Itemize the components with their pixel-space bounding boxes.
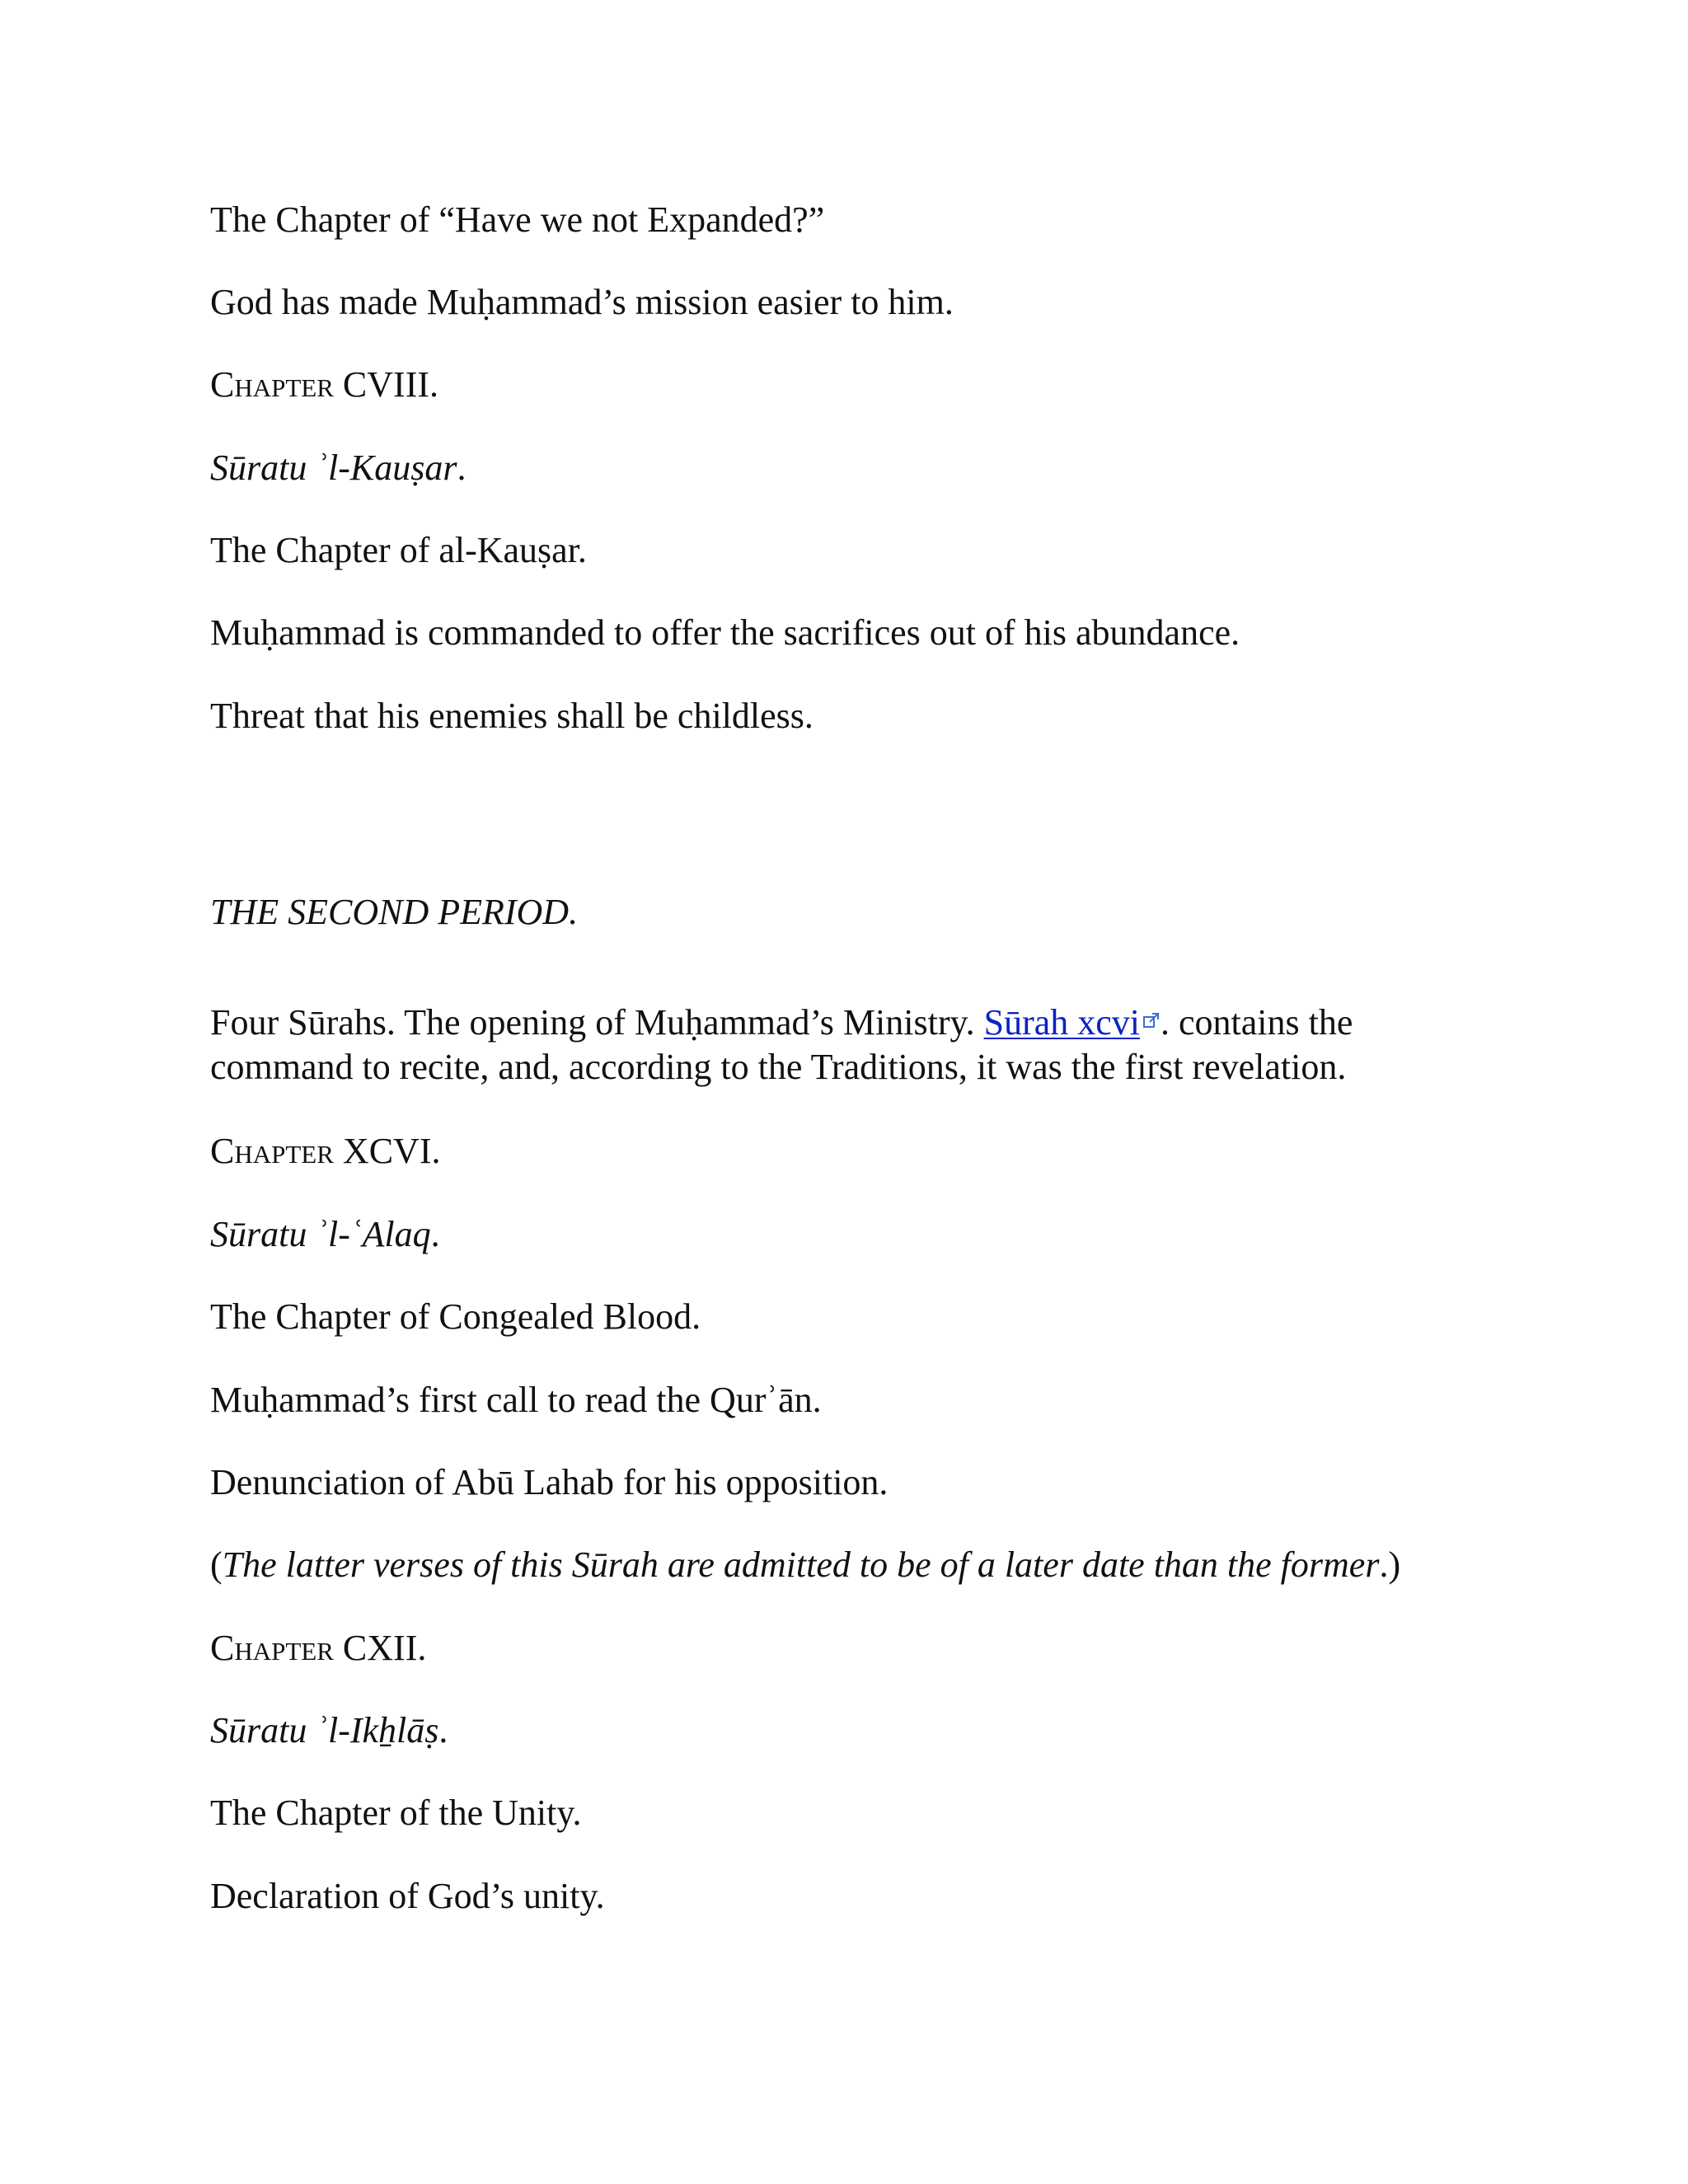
chapter-heading-cxii xyxy=(210,1626,426,1671)
chapter-heading-number: CXII. xyxy=(342,1628,427,1668)
chapter-title-unity: The Chapter of the Unity. xyxy=(210,1793,582,1833)
chapter-heading-prefix: Chapter xyxy=(210,1628,334,1668)
chapter-title-expanded: The Chapter of “Have we not Expanded?” xyxy=(210,199,825,240)
surah-name-period: . xyxy=(438,1710,448,1750)
surah-name-text: Sūratu ʾl-Kauṣar xyxy=(210,448,457,488)
chapter-heading-number: XCVI. xyxy=(342,1131,441,1171)
surah-name-alaq xyxy=(210,1212,440,1257)
summary-text: Declaration of God’s unity. xyxy=(210,1876,605,1916)
chapter-title-congealed-blood: The Chapter of Congealed Blood. xyxy=(210,1296,701,1337)
note-text: The latter verses of this Sūrah are admitted to be of a later date than the former xyxy=(222,1544,1380,1585)
external-link-icon[interactable] xyxy=(1142,1011,1160,1029)
surah-name-period: . xyxy=(457,448,467,488)
summary-text: Denunciation of Abū Lahab for his opposition. xyxy=(210,1462,889,1502)
chapter-heading-number: CVIII. xyxy=(342,364,439,405)
chapter-heading-cviii xyxy=(210,363,438,407)
chapter-heading-prefix: Chapter xyxy=(210,1131,334,1171)
summary-text: Muḥammad’s first call to read the Qurʾān. xyxy=(210,1380,822,1420)
summary-text: Muḥammad is commanded to offer the sacrifices out of his abundance. xyxy=(210,612,1240,653)
surah-xcvi-link[interactable]: Sūrah xcvi xyxy=(983,1002,1141,1043)
chapter-heading-prefix: Chapter xyxy=(210,364,334,405)
intro-text: Four Sūrahs. The opening of Muḥammad’s Ministry. xyxy=(210,1002,984,1043)
summary-text: Threat that his enemies shall be childless. xyxy=(210,696,814,736)
period-intro-line-1 xyxy=(210,1001,1353,1045)
editorial-note xyxy=(210,1543,1400,1587)
surah-name-kausar xyxy=(210,446,466,490)
surah-name-text: Sūratu ʾl-ʿAlaq xyxy=(210,1214,431,1254)
period-intro-line-2: command to recite, and, according to the Traditions, it was the first revelation. xyxy=(210,1047,1347,1087)
surah-name-ikhlas xyxy=(210,1708,448,1753)
surah-name-text: Sūratu ʾl-Ikẖlāṣ xyxy=(210,1710,439,1750)
note-open-paren: ( xyxy=(210,1544,223,1585)
note-close: .) xyxy=(1379,1544,1401,1585)
summary-text: God has made Muḥammad’s mission easier to him. xyxy=(210,282,954,322)
chapter-title-kausar: The Chapter of al-Kauṣar. xyxy=(210,530,587,570)
surah-name-period: . xyxy=(430,1214,440,1254)
period-heading: THE SECOND PERIOD. xyxy=(210,892,579,932)
intro-text: . contains the xyxy=(1160,1002,1353,1043)
chapter-heading-xcvi xyxy=(210,1129,440,1174)
